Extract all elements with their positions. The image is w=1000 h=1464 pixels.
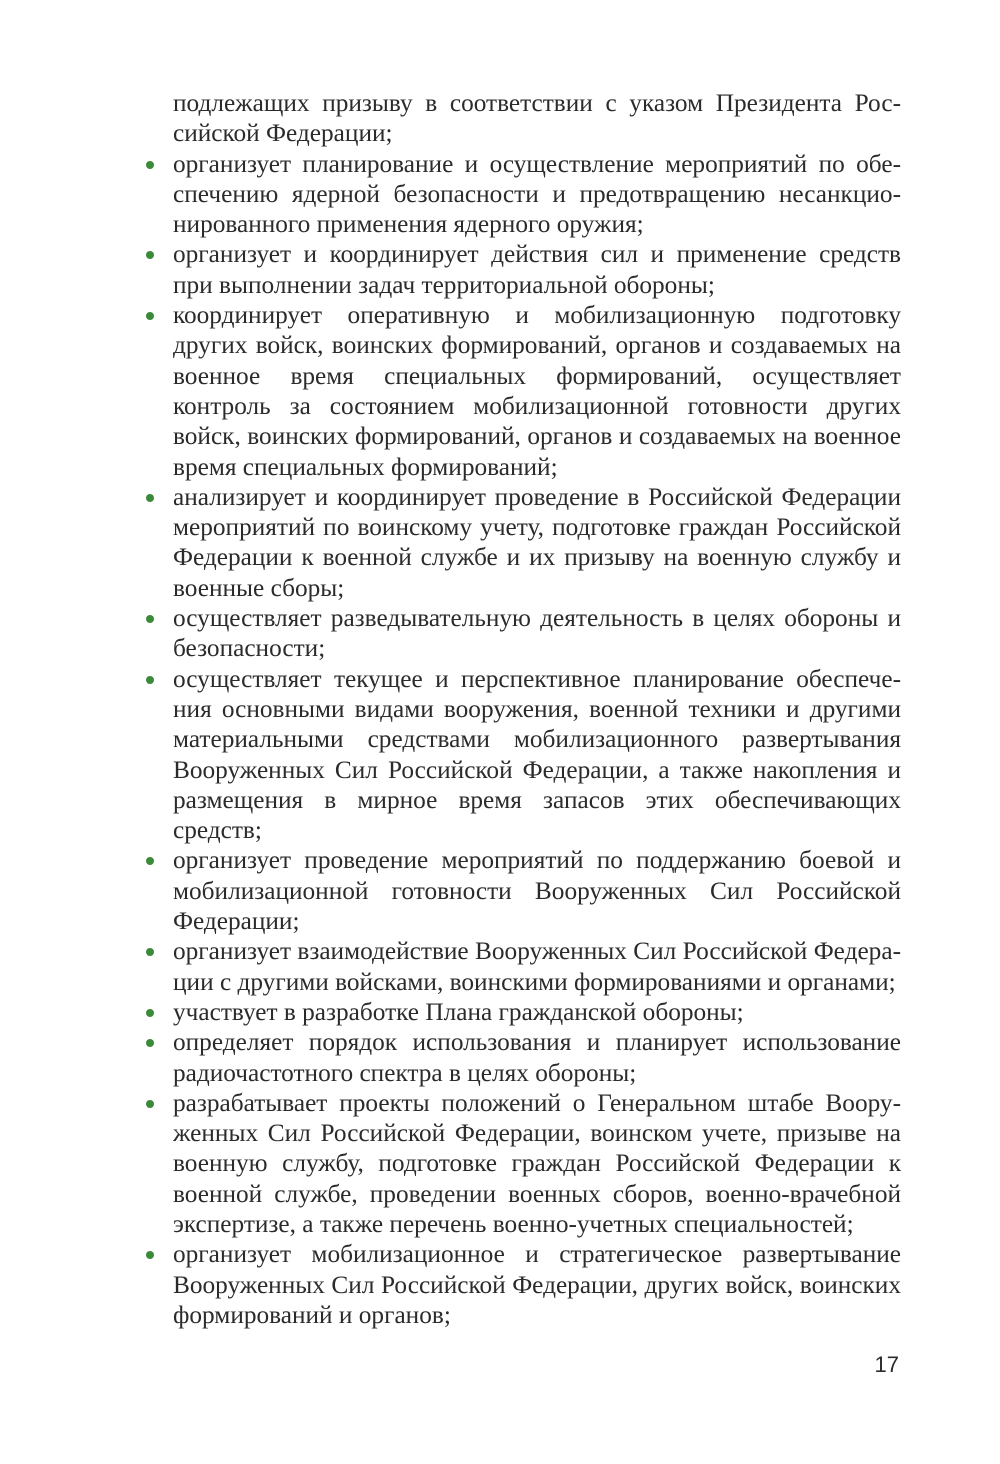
list-item [173,936,901,997]
list-item-text: определяет порядок использования и планирует использование радиочастотного спектра в целях обороны; [173,1028,901,1087]
list-item [173,239,901,300]
list-item-text: организует и координирует действия сил и применение средств при выполнении задач территориальной обороны; [173,240,901,299]
list-item-text: разрабатывает проекты положений о Генеральном штабе Вооруженных Сил Российской Федерации, воинском учете, призыве на военную службу, подготовке граждан Российской Федерации к военной службе, проведении военных сборов, военно-врачебной экспертизе, а также перечень военно-учетных специальностей; [173,1088,901,1238]
list-item-text: осуществляет разведывательную деятельность в целях обороны и безопасности; [173,604,901,663]
list-item [173,149,901,240]
page-body [173,88,901,1330]
bullet-icon [146,161,154,169]
list-item [173,603,901,664]
bullet-icon [146,1251,154,1259]
list-item-text: участвует в разработке Плана гражданской обороны; [173,997,744,1026]
list-item [173,664,901,846]
bullet-icon [146,857,154,865]
list-item [173,845,901,936]
bullet-icon [146,1009,154,1017]
bullet-icon [146,948,154,956]
list-item-text: координирует оперативную и мобилизационную подготовку других войск, воинских формирований, органов и создаваемых на военное время специальных формирований, осуществляет контроль за состоянием мобилизационной готовности других войск, воинских формирований, органов и создаваемых на военное время специальных формирований; [173,301,901,481]
list-item-text: организует мобилизационное и стратегическое развертывание Вооруженных Сил Российской Федерации, других войск, воинских формирований и органов; [173,1240,901,1329]
bullet-icon [146,251,154,259]
bullet-icon [146,494,154,502]
bullet-icon [146,312,154,320]
continuation-paragraph: подлежащих призыву в соответствии с указом Президента Российской Федерации; [173,89,901,148]
page-number: 17 [874,1352,899,1377]
list-item-text: организует планирование и осуществление мероприятий по обеспечению ядерной безопасности и предотвращению несанкционированного применения ядерного оружия; [173,149,901,239]
bullet-icon [146,1100,154,1108]
list-item-text: организует взаимодействие Вооруженных Сил Российской Федерации с другими войсками, воинскими формированиями и органами; [173,937,901,996]
bullet-list [173,149,901,1331]
list-item [173,997,901,1027]
list-item [173,1088,901,1239]
bullet-icon [146,676,154,684]
list-item [173,482,901,603]
list-item-text: осуществляет текущее и перспективное планирование обеспечения основными видами вооружения, военной техники и другими материальными средствами мобилизационного развертывания Вооруженных Сил Российской Федерации, а также накопления и размещения в мирное время запасов этих обеспечивающих средств; [173,664,901,845]
bullet-icon [146,1039,154,1047]
bullet-icon [146,615,154,623]
list-item [173,1027,901,1088]
list-item [173,300,901,482]
list-item-text: организует проведение мероприятий по поддержанию боевой и мобилизационной готовности Вооруженных Сил Российской Федерации; [173,846,901,936]
list-item-text: анализирует и координирует проведение в Российской Федерации мероприятий по воинскому учету, подготовке граждан Российской Федерации к военной службе и их призыву на военную службу и военные сборы; [173,482,901,602]
list-item [173,1239,901,1330]
